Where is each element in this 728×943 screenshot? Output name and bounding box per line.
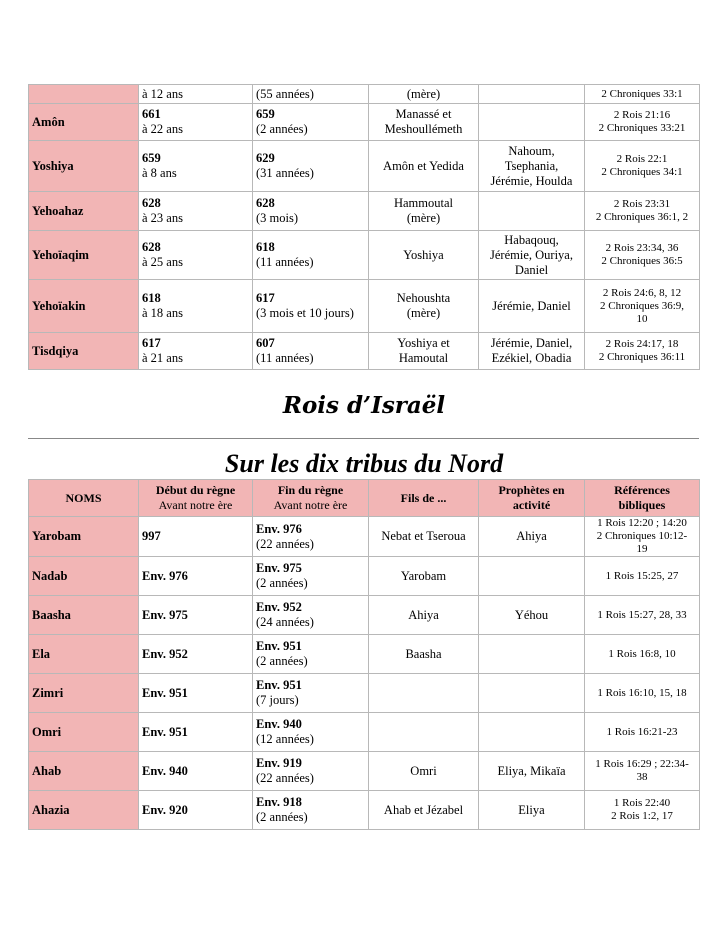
reign-span: (7 jours) <box>256 693 299 707</box>
king-name-cell <box>29 674 139 713</box>
header-start <box>139 480 253 517</box>
cell-line: (mère) <box>406 211 441 225</box>
start-age: à 25 ans <box>142 255 183 269</box>
end-cell <box>253 85 369 104</box>
end-cell <box>253 333 369 370</box>
refs-cell <box>585 635 700 674</box>
reign-span: (2 années) <box>256 810 308 824</box>
king-name: Omri <box>32 724 62 739</box>
prophets-cell <box>479 635 585 674</box>
end-year: Env. 940 <box>256 717 302 731</box>
reign-span: (2 années) <box>256 576 308 590</box>
reign-span: (22 années) <box>256 771 314 785</box>
cell-line: 2 Rois 24:17, 18 <box>605 338 679 350</box>
reign-span: (24 années) <box>256 615 314 629</box>
cell-line: 2 Chroniques 34:1 <box>601 166 683 178</box>
king-name-cell <box>29 713 139 752</box>
end-cell <box>253 557 369 596</box>
prophets-cell <box>479 674 585 713</box>
prophets-cell <box>479 752 585 791</box>
header-parent: Fils de ... <box>369 480 479 517</box>
parent-cell <box>369 635 479 674</box>
end-cell <box>253 674 369 713</box>
cell-line: 2 Chroniques 33:1 <box>601 87 683 100</box>
table-row <box>29 674 700 713</box>
header-end <box>253 480 369 517</box>
start-cell <box>139 596 253 635</box>
prophets-cell <box>479 596 585 635</box>
parent-cell <box>369 752 479 791</box>
prophets-cell <box>479 333 585 370</box>
header-prophets-line: Prophètes en <box>498 483 565 497</box>
king-name-cell <box>29 85 139 104</box>
end-year: 607 <box>256 336 275 350</box>
prophets-names: Ahiya <box>516 529 547 543</box>
cell-line: 1 Rois 16:8, 10 <box>608 647 676 660</box>
end-cell <box>253 192 369 231</box>
end-year: Env. 919 <box>256 756 302 770</box>
end-year: Env. 975 <box>256 561 302 575</box>
table-row <box>29 104 700 141</box>
end-year: 659 <box>256 107 275 121</box>
reign-span: (22 années) <box>256 536 314 551</box>
king-name-cell <box>29 231 139 280</box>
section-title: Rois d’Israël <box>282 392 446 419</box>
start-year: Env. 976 <box>142 568 188 583</box>
header-start-line: Avant notre ère <box>158 498 233 512</box>
refs-cell <box>585 596 700 635</box>
refs-cell <box>585 713 700 752</box>
start-year: 618 <box>142 291 161 305</box>
start-year: Env. 951 <box>142 685 188 700</box>
prophets-cell <box>479 231 585 280</box>
start-cell <box>139 713 253 752</box>
start-cell <box>139 192 253 231</box>
prophets-cell <box>479 104 585 141</box>
table-row <box>29 85 700 104</box>
end-year: 628 <box>256 196 275 210</box>
cell-line: (mère) <box>406 306 441 320</box>
cell-line: 1 Rois 16:29 ; 22:34- <box>595 758 689 770</box>
cell-line: Hammoutal <box>393 196 453 210</box>
start-year: 628 <box>142 196 161 210</box>
cell-line: Yoshiya et <box>397 336 450 350</box>
table-row <box>29 557 700 596</box>
king-name-cell <box>29 557 139 596</box>
header-refs-line: Références <box>614 483 670 497</box>
king-name-cell <box>29 141 139 192</box>
king-name-cell <box>29 635 139 674</box>
cell-line: Tsephania, <box>504 158 559 173</box>
refs-cell <box>585 231 700 280</box>
cell-line: (mère) <box>406 86 441 101</box>
prophets-cell <box>479 713 585 752</box>
end-cell <box>253 231 369 280</box>
parent-name: Nebat et Tseroua <box>381 529 466 543</box>
end-year: 629 <box>256 151 275 165</box>
header-end-line: Avant notre ère <box>273 498 348 512</box>
start-age: à 18 ans <box>142 306 183 320</box>
reign-span: (12 années) <box>256 732 314 746</box>
end-year: Env. 952 <box>256 600 302 614</box>
start-cell <box>139 280 253 333</box>
parent-name: Omri <box>410 763 437 778</box>
refs-cell <box>585 280 700 333</box>
cell-line: Ezékiel, Obadia <box>491 351 572 365</box>
reign-span: (2 années) <box>256 122 308 136</box>
parent-cell <box>369 791 479 830</box>
refs-cell <box>585 752 700 791</box>
start-cell <box>139 557 253 596</box>
parent-cell <box>369 517 479 557</box>
king-name-cell <box>29 192 139 231</box>
start-age: à 22 ans <box>142 122 183 136</box>
start-age: à 12 ans <box>142 86 183 101</box>
start-cell <box>139 674 253 713</box>
cell-line: 2 Rois 1:2, 17 <box>611 810 673 822</box>
cell-line: Jérémie, Daniel, <box>490 336 573 350</box>
king-name: Tisdqiya <box>32 343 79 358</box>
prophets-cell <box>479 141 585 192</box>
king-name-cell <box>29 517 139 557</box>
start-year: 617 <box>142 336 161 350</box>
end-cell <box>253 752 369 791</box>
king-name: Yehoïaqim <box>32 247 89 262</box>
prophets-cell <box>479 280 585 333</box>
start-age: à 23 ans <box>142 211 183 225</box>
cell-line: 1 Rois 12:20 ; 14:20 <box>597 517 687 529</box>
parent-cell <box>369 231 479 280</box>
header-row <box>29 480 700 517</box>
king-name: Nadab <box>32 568 68 583</box>
cell-line: Jérémie, Ouriya, <box>490 247 573 262</box>
end-cell <box>253 517 369 557</box>
reign-span: (2 années) <box>256 654 308 668</box>
start-year: Env. 920 <box>142 802 188 817</box>
start-year: Env. 975 <box>142 607 188 622</box>
king-name: Zimri <box>32 685 64 700</box>
start-cell <box>139 333 253 370</box>
prophets-names: Yéhou <box>514 607 549 622</box>
reign-span: (31 années) <box>256 166 314 180</box>
start-cell <box>139 141 253 192</box>
start-age: à 21 ans <box>142 351 183 365</box>
parent-name: Ahab et Jézabel <box>383 802 464 817</box>
prophets-cell <box>479 517 585 557</box>
start-year: 661 <box>142 107 161 121</box>
table-row <box>29 517 700 557</box>
start-year: Env. 940 <box>142 763 188 778</box>
king-name: Amôn <box>32 114 65 129</box>
refs-cell <box>585 557 700 596</box>
cell-line: 19 <box>636 543 648 555</box>
parent-cell <box>369 104 479 141</box>
section-subtitle: Sur les dix tribus du Nord <box>224 449 504 478</box>
cell-line: 2 Rois 24:6, 8, 12 <box>602 286 682 299</box>
cell-line: 10 <box>636 312 648 325</box>
start-cell <box>139 231 253 280</box>
reign-span: (3 mois) <box>256 211 299 225</box>
end-year: Env. 951 <box>256 639 302 653</box>
end-cell <box>253 596 369 635</box>
king-name-cell <box>29 104 139 141</box>
cell-line: Nehoushta <box>396 291 451 305</box>
header-names: NOMS <box>29 480 139 517</box>
reign-span: (55 années) <box>256 86 314 101</box>
refs-cell <box>585 333 700 370</box>
header-end-line: Fin du règne <box>277 483 344 497</box>
table-row <box>29 280 700 333</box>
refs-cell <box>585 791 700 830</box>
king-name: Ahazia <box>32 802 70 817</box>
cell-line: Yoshiya <box>403 247 444 262</box>
start-cell <box>139 635 253 674</box>
cell-line: Nahoum, <box>508 143 555 158</box>
cell-line: 2 Rois 22:1 <box>616 153 668 165</box>
prophets-names: Eliya <box>518 802 545 817</box>
end-year: Env. 976 <box>256 521 302 536</box>
end-year: 618 <box>256 240 275 254</box>
table-row <box>29 752 700 791</box>
refs-cell <box>585 141 700 192</box>
king-name: Yoshiya <box>32 158 74 173</box>
cell-line: 2 Chroniques 33:21 <box>598 122 686 134</box>
parent-cell <box>369 713 479 752</box>
cell-line: 2 Rois 23:31 <box>613 198 671 210</box>
israel-kings-table <box>28 479 700 830</box>
cell-line: 2 Rois 23:34, 36 <box>605 242 679 254</box>
prophets-cell <box>479 85 585 104</box>
end-cell <box>253 280 369 333</box>
cell-line: Daniel <box>514 262 549 277</box>
parent-cell <box>369 674 479 713</box>
header-prophets <box>479 480 585 517</box>
cell-line: Amôn et Yedida <box>383 158 464 173</box>
end-cell <box>253 791 369 830</box>
king-name-cell <box>29 333 139 370</box>
parent-cell <box>369 192 479 231</box>
end-cell <box>253 141 369 192</box>
refs-cell <box>585 517 700 557</box>
cell-line: 1 Rois 15:27, 28, 33 <box>597 608 687 621</box>
cell-line: 2 Rois 21:16 <box>613 109 671 121</box>
table-row <box>29 141 700 192</box>
start-cell <box>139 791 253 830</box>
table-row <box>29 635 700 674</box>
cell-line: 2 Chroniques 10:12- <box>596 530 688 542</box>
end-cell <box>253 713 369 752</box>
cell-line: Jérémie, Daniel <box>492 298 571 313</box>
start-year: 659 <box>142 151 161 165</box>
start-year: 997 <box>142 529 161 543</box>
king-name: Yarobam <box>32 529 82 543</box>
reign-span: (11 années) <box>256 255 314 269</box>
king-name-cell <box>29 280 139 333</box>
cell-line: 1 Rois 22:40 <box>613 797 671 809</box>
table-row <box>29 596 700 635</box>
king-name-cell <box>29 752 139 791</box>
cell-line: Hamoutal <box>398 351 449 365</box>
header-start-line: Début du règne <box>155 483 236 497</box>
prophets-cell <box>479 557 585 596</box>
table-row <box>29 791 700 830</box>
refs-cell <box>585 104 700 141</box>
king-name-cell <box>29 596 139 635</box>
king-name: Yehoahaz <box>32 203 84 218</box>
table-row <box>29 713 700 752</box>
refs-cell <box>585 192 700 231</box>
prophets-cell <box>479 192 585 231</box>
cell-line: Habaqouq, <box>504 232 559 247</box>
parent-name: Baasha <box>405 646 442 661</box>
table-row <box>29 231 700 280</box>
parent-cell <box>369 280 479 333</box>
parent-cell <box>369 596 479 635</box>
section-divider <box>28 438 699 439</box>
end-cell <box>253 635 369 674</box>
reign-span: (3 mois et 10 jours) <box>256 306 354 320</box>
end-year: 617 <box>256 291 275 305</box>
cell-line: 2 Chroniques 36:5 <box>601 255 683 267</box>
king-name: Yehoïakin <box>32 298 86 313</box>
king-name: Ela <box>32 646 51 661</box>
parent-cell <box>369 85 479 104</box>
end-year: Env. 951 <box>256 678 302 692</box>
parent-cell <box>369 141 479 192</box>
start-cell <box>139 517 253 557</box>
start-year: Env. 951 <box>142 724 188 739</box>
refs-cell <box>585 674 700 713</box>
table-row <box>29 333 700 370</box>
parent-name: Yarobam <box>400 568 447 583</box>
cell-line: 38 <box>636 771 648 783</box>
end-year: Env. 918 <box>256 795 302 809</box>
cell-line: 2 Chroniques 36:1, 2 <box>595 211 689 223</box>
header-prophets-line: activité <box>512 498 551 512</box>
cell-line: 2 Chroniques 36:9, <box>599 299 685 312</box>
end-cell <box>253 104 369 141</box>
cell-line: 2 Chroniques 36:11 <box>598 351 686 363</box>
start-age: à 8 ans <box>142 166 177 180</box>
header-refs <box>585 480 700 517</box>
start-year: 628 <box>142 240 161 254</box>
refs-cell <box>585 85 700 104</box>
king-name-cell <box>29 791 139 830</box>
cell-line: Meshoullémeth <box>384 122 463 136</box>
cell-line: Manassé et <box>395 107 452 121</box>
king-name: Baasha <box>32 607 71 622</box>
header-refs-line: bibliques <box>618 498 666 512</box>
prophets-cell <box>479 791 585 830</box>
start-cell <box>139 752 253 791</box>
cell-line: 1 Rois 16:21-23 <box>606 725 678 738</box>
start-cell <box>139 104 253 141</box>
parent-cell <box>369 333 479 370</box>
king-name: Ahab <box>32 763 62 778</box>
cell-line: 1 Rois 16:10, 15, 18 <box>597 686 687 699</box>
parent-name: Ahiya <box>408 607 439 622</box>
reign-span: (11 années) <box>256 351 314 365</box>
prophets-names: Eliya, Mikaïa <box>497 763 566 778</box>
cell-line: 1 Rois 15:25, 27 <box>605 569 679 582</box>
table-row <box>29 192 700 231</box>
start-cell <box>139 85 253 104</box>
judah-kings-table <box>28 84 700 370</box>
parent-cell <box>369 557 479 596</box>
start-year: Env. 952 <box>142 646 188 661</box>
cell-line: Jérémie, Houlda <box>490 173 573 188</box>
